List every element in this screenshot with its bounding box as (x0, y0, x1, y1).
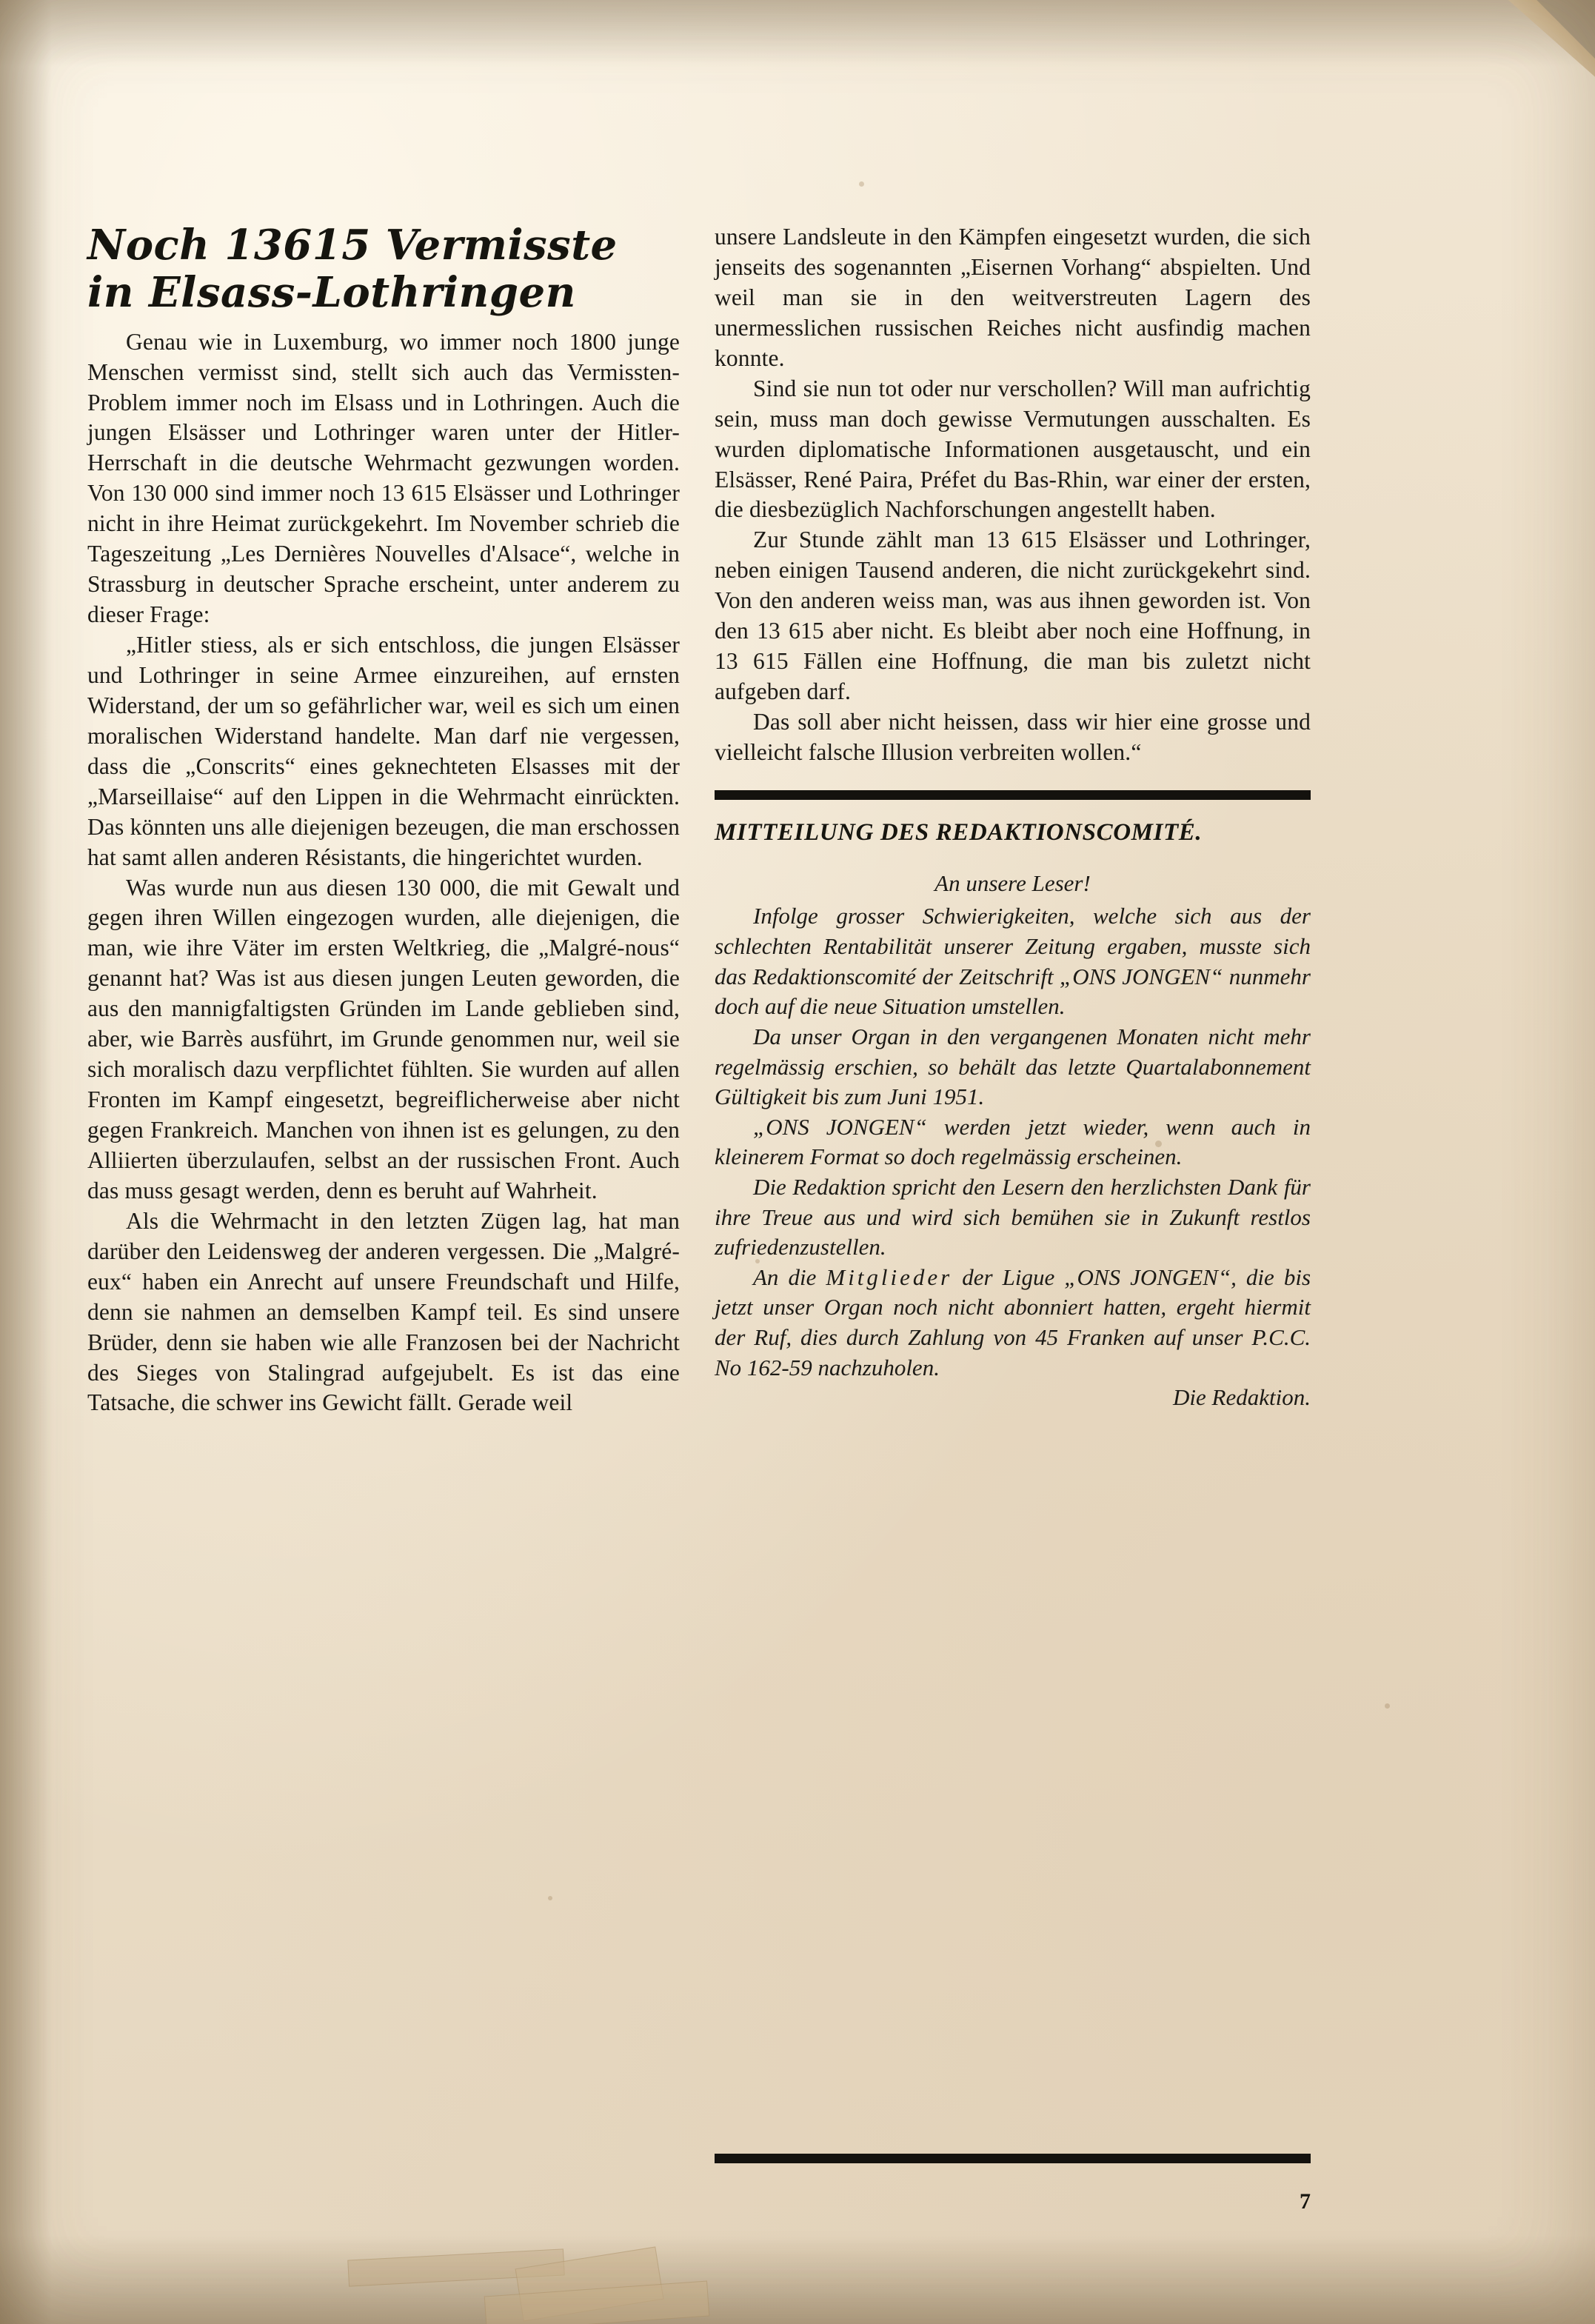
editorial-paragraph-3: „ONS JONGEN“ werden jetzt wieder, wenn auch in kleinerem Format so doch regelmässig erscheinen. (715, 1113, 1311, 1170)
editorial-final-prefix: An die (753, 1263, 826, 1290)
right-paragraph-4: Das soll aber nicht heissen, dass wir hier eine grosse und vielleicht falsche Illusion verbreiten wollen.“ (715, 709, 1311, 765)
editorial-final-rest: der Ligue „ONS JONGEN“, die bis jetzt unser Organ noch nicht abonniert hatten, ergeht hiermit der Ruf, dies durch Zahlung von 45 Franken auf unser P.C.C. No 162-59 nachzuholen. (715, 1263, 1311, 1380)
right-column (715, 222, 1311, 2214)
left-paragraph-1: Genau wie in Luxemburg, wo immer noch 1800 junge Menschen vermisst sind, stellt sich auch das Vermissten-Problem immer noch im Elsass und in Lothringen. Auch die jungen Elsässer und Lothringer waren unter der Hitler-Herrschaft in die deutsche Wehrmacht gezwungen worden. Von 130 000 sind immer noch 13 615 Elsässer und Lothringer nicht in ihre Heimat zurückgekehrt. Im November schrieb die Tageszeitung „Les Dernières Nouvelles d'Alsace“, welche in Strassburg in deutscher Sprache erscheint, unter anderem zu dieser Frage: (87, 328, 680, 628)
editorial-paragraph-2: Da unser Organ in den vergangenen Monaten nicht mehr regelmässig erschien, so behält das letzte Quartalabonnement Gültigkeit bis zum Juni 1951. (715, 1023, 1311, 1110)
editorial-final-spaced-word: Mitglieder (826, 1263, 953, 1290)
section-title: MITTEILUNG DES REDAKTIONSCOMITÉ. (715, 818, 1203, 846)
headline-line-2: in Elsass-Lothringen (87, 267, 576, 317)
right-paragraph-1: unsere Landsleute in den Kämpfen eingesetzt wurden, die sich jenseits des sogenannten „Eisernen Vorhang“ abspielten. Und weil man sie in den weitverstreuten Lagern des unermesslichen russischen Reiches nicht ausfindig machen konnte. (715, 224, 1311, 371)
left-paragraph-2: „Hitler stiess, als er sich entschloss, die jungen Elsässer und Lothringer in seine Armee einzureihen, auf ernsten Widerstand, der um so gefährlicher war, weil es sich um einen moralischen Widerstand handelte. Man darf nie vergessen, dass die „Conscrits“ eines geknechteten Elsasses mit der „Marseillaise“ auf den Lippen in die Wehrmacht einrückten. Das könnten uns alle diejenigen bezeugen, die man erschossen hat samt allen anderen Résistants, die hingerichtet wurden. (87, 632, 680, 870)
page-number: 7 (1300, 2188, 1311, 2214)
left-paragraph-3: Was wurde nun aus diesen 130 000, die mit Gewalt und gegen ihren Willen eingezogen wurden, alle diejenigen, die man, wie ihre Väter im ersten Weltkrieg, die „Malgré-nous“ genannt hat? Was ist aus diesen jungen Leuten geworden, die aus den mannigfaltigsten Gründen im Lande geblieben sind, aber, wie Barrès ausführt, im Grunde genommen nur, weil sie sich moralisch dazu verpflichtet fühlten. Sie wurden auf allen Fronten im Kampf eingesetzt, begreiflicherweise aber nicht gegen Frankreich. Manchen von ihnen ist es gelungen, zu den Alliierten überzulaufen, selbst an der russischen Front. Auch das muss gesagt werden, denn es beruht auf Wahrheit. (87, 874, 680, 1203)
editorial-heading: An unsere Leser! (934, 869, 1091, 896)
page-footer (715, 1413, 1311, 2214)
editorial-signature: Die Redaktion. (1173, 1384, 1311, 1411)
headline-line-1: Noch 13615 Vermisste (87, 221, 618, 270)
left-paragraph-4: Als die Wehrmacht in den letzten Zügen lag, hat man darüber den Leidensweg der anderen vergessen. Die „Malgré-eux“ haben ein Anrecht auf unsere Freundschaft und Hilfe, denn sie nahmen an demselben Kampf teil. Es sind unsere Brüder, denn sie haben wie alle Franzosen bei der Nachricht des Sieges von Stalingrad aufgejubelt. Es ist das eine Tatsache, die schwer ins Gewicht fällt. Gerade weil (87, 1207, 680, 1416)
editorial-paragraph-4: Die Redaktion spricht den Lesern den herzlichsten Dank für ihre Treue aus und wird sich bemühen sie in Zukunft restlos zufriedenzustellen. (715, 1173, 1311, 1260)
article-headline (87, 222, 680, 317)
right-paragraph-3: Zur Stunde zählt man 13 615 Elsässer und Lothringer, neben einigen Tausend anderen, die nicht zurückgekehrt sind. Von den anderen weiss man, was aus ihnen geworden ist. Von den 13 615 aber nicht. Es bleibt aber noch eine Hoffnung, in 13 615 Fällen eine Hoffnung, die man bis zuletzt nicht aufgeben darf. (715, 527, 1311, 705)
editorial-paragraph-1: Infolge grosser Schwierigkeiten, welche sich aus der schlechten Rentabilität unserer Zeitung ergaben, musste sich das Redaktionscomité der Zeitschrift „ONS JONGEN“ nunmehr doch auf die neue Situation umstellen. (715, 903, 1311, 1020)
right-paragraph-2: Sind sie nun tot oder nur verschollen? Will man aufrichtig sein, muss man doch gewisse Vermutungen ausschalten. Es wurden diplomatische Informationen ausgetauscht, und ein Elsässer, René Paira, Préfet du Bas-Rhin, war einer der ersten, die diesbezüglich Nachforschungen angestellt haben. (715, 375, 1311, 523)
editorial-paragraph-5 (715, 1263, 1311, 1383)
left-column (87, 222, 680, 1418)
section-divider-top (715, 790, 1311, 800)
section-divider-bottom (715, 2154, 1311, 2163)
